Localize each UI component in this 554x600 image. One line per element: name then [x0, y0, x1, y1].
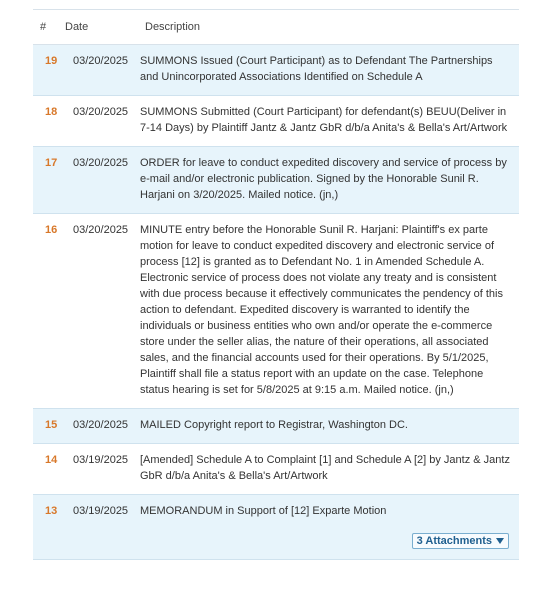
header-date: Date: [65, 21, 89, 33]
entry-number: 18: [45, 106, 58, 118]
entry-date: 03/20/2025: [73, 419, 129, 431]
entry-number: 15: [45, 419, 58, 431]
docket-row: [33, 214, 519, 409]
entry-number: 17: [45, 157, 58, 169]
entry-description: [140, 503, 519, 549]
entry-date: 03/20/2025: [73, 224, 129, 236]
entry-description: SUMMONS Submitted (Court Participant) for defendant(s) BEUU(Deliver in 7-14 Days) by Plaintiff Jantz & Jantz GbR d/b/a Anita's & Bella's Art/Artwork: [140, 106, 508, 134]
docket-header: [33, 10, 519, 45]
entry-number: 16: [45, 224, 58, 236]
entry-description: MAILED Copyright report to Registrar, Washington DC.: [140, 419, 408, 431]
docket-row: [33, 96, 519, 147]
entry-number: 19: [45, 55, 58, 67]
entry-description: ORDER for leave to conduct expedited discovery and service of process by e-mail and/or electronic publication. Signed by the Honorable Sunil R. Harjani on 3/20/2025. Mailed notice. (jn,): [140, 157, 507, 201]
attachments-area: [140, 533, 511, 549]
docket-row: [33, 444, 519, 495]
entry-description: SUMMONS Issued (Court Participant) as to Defendant The Partnerships and Unincorporated Associations Identified on Schedule A: [140, 55, 493, 83]
docket-row: [33, 147, 519, 214]
entry-number: 13: [45, 505, 58, 517]
entry-number: 14: [45, 454, 58, 466]
attachments-label: 3 Attachments: [416, 535, 492, 547]
entry-description: MINUTE entry before the Honorable Sunil R. Harjani: Plaintiff's ex parte motion for leave to conduct expedited discovery and electronic service of process [12] is granted as to Defendant No. 1 in Amended Schedule A. Electronic service of process does not violate any treaty and is consistent with due process because it effectively communicates the pendency of this action to defendant. Expedited discovery is warranted to identify the individuals or business entities who own and/or operate the e-commerce store under the seller alias, the nature of their operations, all associated sales, and the financial accounts used for their operations. By 5/1/2025, Plaintiff shall file a status report with an update on the case. Telephone status hearing is set for 5/8/2025 at 9:15 a.m. Mailed notice. (jn,): [140, 224, 503, 396]
entry-date: 03/20/2025: [73, 55, 129, 67]
attachments-toggle-button[interactable]: [412, 533, 509, 549]
docket-table: [33, 9, 519, 560]
docket-row: [33, 409, 519, 444]
header-number: #: [40, 21, 47, 33]
entry-date: 03/19/2025: [73, 454, 129, 466]
entry-description-text: MEMORANDUM in Support of [12] Exparte Motion: [140, 505, 387, 517]
entry-date: 03/20/2025: [73, 106, 129, 118]
docket-row: [33, 495, 519, 560]
docket-row: [33, 45, 519, 96]
entry-date: 03/20/2025: [73, 157, 129, 169]
header-description: Description: [145, 21, 201, 33]
entry-description: [Amended] Schedule A to Complaint [1] and Schedule A [2] by Jantz & Jantz GbR d/b/a Anita's & Bella's Art/Artwork: [140, 454, 510, 482]
entry-date: 03/19/2025: [73, 505, 129, 517]
caret-down-icon: [496, 538, 504, 544]
